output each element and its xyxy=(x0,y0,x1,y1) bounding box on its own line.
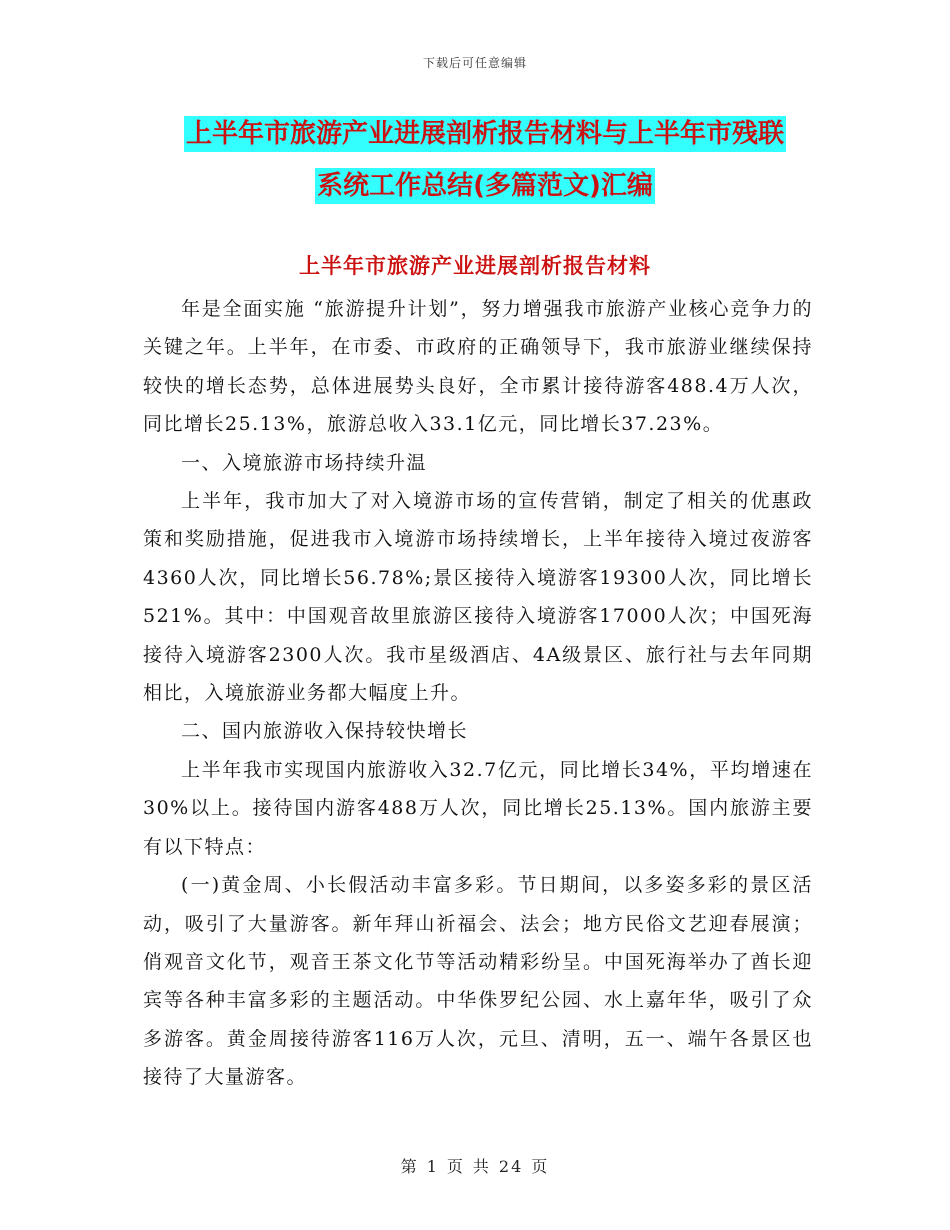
header-note: 下载后可任意编辑 xyxy=(422,56,527,70)
heading-inbound-tourism: 一、入境旅游市场持续升温 xyxy=(181,451,428,474)
footer-prefix: 第 xyxy=(400,1157,419,1176)
footer-current-page: 1 xyxy=(426,1157,439,1176)
footer-total-word: 共 xyxy=(472,1157,491,1176)
document-title xyxy=(140,108,830,212)
paragraph-domestic-tourism: 上半年我市实现国内旅游收入32.7亿元，同比增长34%，平均增速在30%以上。接待国内游客488万人次，同比增长25.13%。国内旅游主要有以下特点： xyxy=(143,758,813,858)
heading-domestic-tourism: 二、国内旅游收入保持较快增长 xyxy=(181,720,469,743)
paragraph-intro: 年是全面实施 “旅游提升计划”，努力增强我市旅游产业核心竞争力的关键之年。上半年，在市委、市政府的正确领导下，我市旅游业继续保持较快的增长态势，总体进展势头良好，全市累计接待游客488.4万人次，同比增长25.13%，旅游总收入33.1亿元，同比增长37.23%。 xyxy=(143,298,813,436)
page-footer xyxy=(0,1154,950,1177)
footer-page-unit: 页 xyxy=(446,1157,465,1176)
section-title: 上半年市旅游产业进展剖析报告材料 xyxy=(299,254,651,278)
paragraph-inbound-tourism: 上半年，我市加大了对入境游市场的宣传营销，制定了相关的优惠政策和奖励措施，促进我市入境游市场持续增长，上半年接待入境过夜游客4360人次，同比增长56.78%;景区接待入境游客19300人次，同比增长521%。其中：中国观音故里旅游区接待入境游客17000人次；中国死海接待入境游客2300人次。我市星级酒店、4A级景区、旅行社与去年同期相比，入境旅游业务都大幅度上升。 xyxy=(143,490,813,705)
document-title-line-1: 上半年市旅游产业进展剖析报告材料与上半年市残联 xyxy=(184,116,786,152)
footer-suffix: 页 xyxy=(531,1157,550,1176)
paragraph-holiday-activities: (一)黄金周、小长假活动丰富多彩。节日期间，以多姿多彩的景区活动，吸引了大量游客。新年拜山祈福会、法会；地方民俗文艺迎春展演；俏观音文化节，观音王茶文化节等活动精彩纷呈。中国死海举办了酋长迎宾等各种丰富多彩的主题活动。中华侏罗纪公园、水上嘉年华，吸引了众多游客。黄金周接待游客116万人次，元旦、清明，五一、端午各景区也接待了大量游客。 xyxy=(143,874,813,1089)
footer-total-pages: 24 xyxy=(498,1157,524,1176)
document-title-line-2: 系统工作总结(多篇范文)汇编 xyxy=(315,168,655,204)
document-body xyxy=(143,290,813,1097)
